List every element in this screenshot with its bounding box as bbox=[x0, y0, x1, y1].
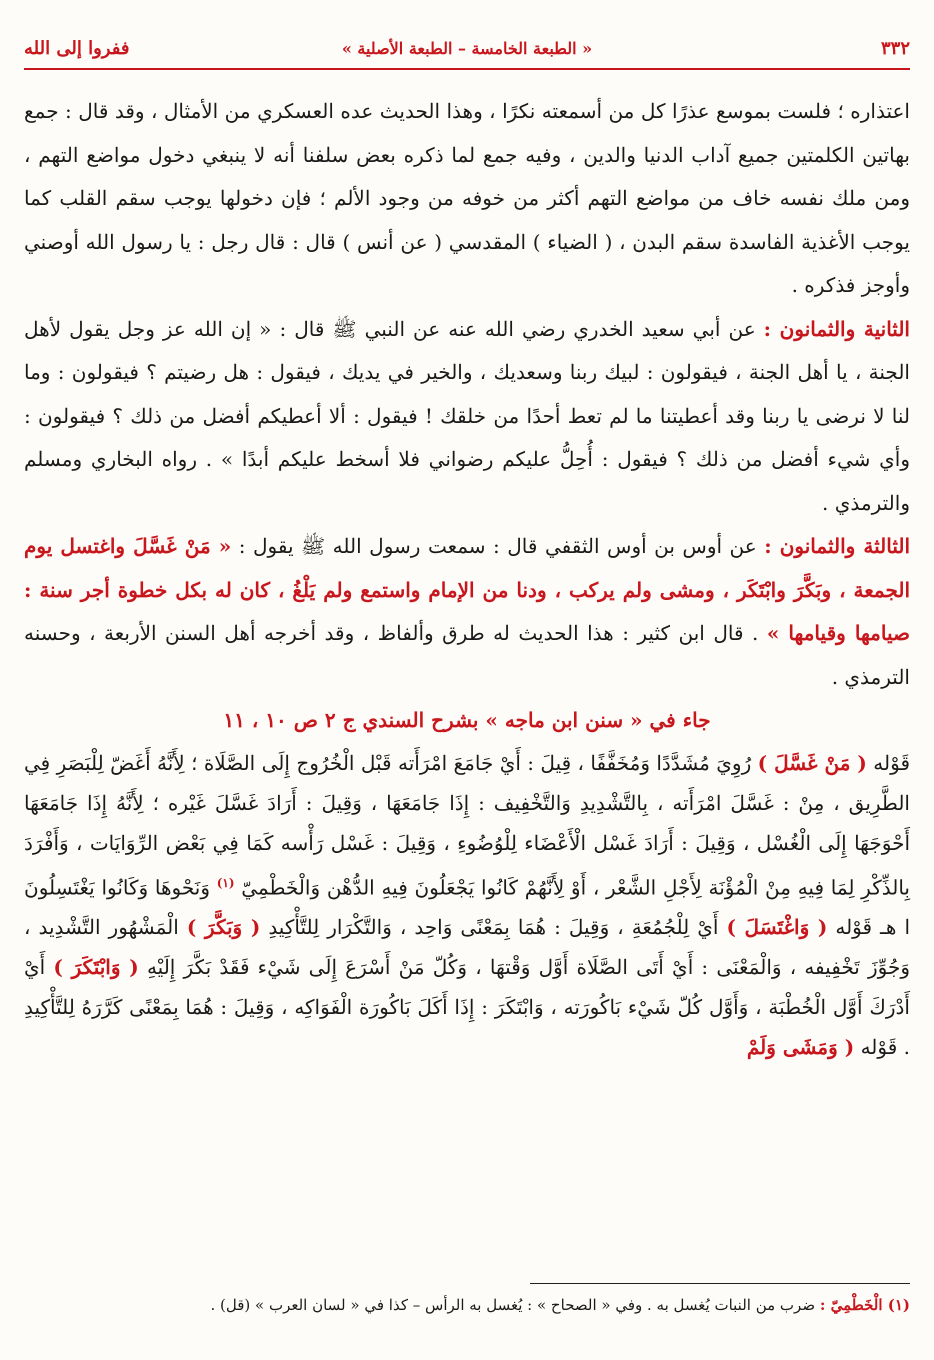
footnote-rule bbox=[530, 1283, 910, 1284]
running-header bbox=[24, 30, 910, 66]
main-text bbox=[24, 90, 910, 1067]
section-83 bbox=[24, 525, 910, 699]
header-rule bbox=[24, 68, 910, 70]
commentary-text: رُوِيَ مُشَدَّدًا وَمُخَفَّفًا ، قِيلَ : أَيْ جَامَعَ امْرَأَته قَبْل الْخُرُوج إِلَى الصَّلَاة ؛ لِأَنَّهُ أَغَضّ لِلْبَصَرِ فِي الطَّرِيق ، مِنْ : غَسَّلَ امْرَأَته ، بِالتَّشْدِيدِ وَالتَّخْفِيف : إِذَا جَامَعَهَا ، وَقِيلَ : أَرَادَ غَسَّلَ غَيْره ؛ لِأَنَّهُ إِذَا جَامَعَهَا أَحْوَجَهَا إِلَى الْغُسْل ، وَقِيلَ : أَرَادَ غَسْل الْأَعْضَاء لِلْوُضُوءِ ، وَقِيلَ : غَسْل رَأْسه كَمَا فِي بَعْض الرِّوَايَات ، وَأَفْرَدَ بِالذِّكْرِ لِمَا فِيهِ مِنْ الْمُؤْنَة لِأَجْلِ الشَّعْر ، أَوْ لِأَنَّهُمْ كَانُوا يَجْعَلُونَ فِيهِ الدُّهْن وَالْخَطْمِيّ bbox=[24, 750, 910, 900]
footnote-text: ضرب من النبات يُغسل به . وفي « الصحاح » : يُغسل به الرأس – كذا في « لسان العرب » (قل) . bbox=[210, 1296, 816, 1314]
section-83-after: . قال ابن كثير : هذا الحديث له طرق وألفاظ ، وقد أخرجه أهل السنن الأربعة ، وحسنه الترمذي . bbox=[24, 621, 910, 689]
commentary-text: قَوْله bbox=[873, 750, 911, 775]
commentary-text: أَيْ لِلْجُمُعَةِ ، وَقِيلَ : هُمَا بِمَعْنًى وَاحِد ، وَالتَّكْرَار لِلتَّأْكِيدِ bbox=[268, 915, 719, 940]
footnote bbox=[24, 1290, 910, 1320]
commentary-keyword: ( وَاغْتَسَلَ ) bbox=[726, 915, 828, 940]
section-82-text: عن أبي سعيد الخدري رضي الله عنه عن النبي ﷺ قال : « إن الله عز وجل يقول لأهل الجنة ، يا أهل الجنة ، فيقولون : لبيك ربنا وسعديك ، والخير في يديك ، فيقول : هل رضيتم ؟ فيقولون : وما لنا لا نرضى يا ربنا وقد أعطيتنا ما لم تعط أحدًا من خلقك ! فيقول : ألا أعطيكم أفضل من ذلك ؟ فيقولون : وأي شيء أفضل من ذلك ؟ فيقول : أُحِلُّ عليكم رضواني فلا أسخط عليكم أبدًا » . رواه البخاري ومسلم والترمذي . bbox=[24, 316, 910, 515]
section-83-hadith: « مَنْ غَسَّلَ واغتسل يوم الجمعة ، وبَكَّرَ وابْتَكَر ، ومشى ولم يركب ، ودنا من الإمام واستمع ولم يَلْغُ ، كان له بكل خطوة أجر سنة : صيامها وقيامها » bbox=[24, 534, 910, 645]
commentary-paragraph bbox=[24, 743, 910, 1068]
section-82 bbox=[24, 308, 910, 526]
commentary-keyword: ( وَمَشَى وَلَمْ bbox=[746, 1035, 855, 1060]
book-title: ففروا إلى الله bbox=[24, 37, 130, 59]
intro-paragraph: اعتذاره ؛ فلست بموسع عذرًا كل من أسمعته نكرًا ، وهذا الحديث عده العسكري من الأمثال ، وقد قال : جمع بهاتين الكلمتين جميع آداب الدنيا والدين ، وفيه جمع لما ذكره بعض سلفنا أنه لا ينبغي دخول مواضع التهم ، ومن ملك نفسه خاف من مواضع التهم أكثر من خوفه من وجود الألم ؛ فإن دخولها يوجب سقم القلب كما يوجب الأغذية الفاسدة سقم البدن ، ( الضياء ) المقدسي ( عن أنس ) قال : قال رجل : يا رسول الله أوصني وأوجز فذكره . bbox=[24, 99, 910, 297]
footnote-label: (١) الْخَطْمِيّ : bbox=[819, 1296, 910, 1314]
commentary-keyword: ( وَبَكَّرَ ) bbox=[186, 915, 261, 940]
commentary-keyword: ( وَابْتَكَرَ ) bbox=[53, 955, 139, 980]
source-heading: جاء في « سنن ابن ماجه » بشرح السندي ج ٢ ص ١٠ ، ١١ bbox=[223, 708, 711, 732]
commentary-text: أَيْ أَدْرَكَ أَوَّل الْخُطْبَة ، وَأَوَّل كُلّ شَيْء بَاكُورَته ، وَابْتَكَرَ : إِذَا أَكَلَ بَاكُورَة الْفَوَاكِه ، وَقِيلَ : هُمَا بِمَعْنًى كَرَّرَهُ لِلتَّأْكِيدِ . قَوْله bbox=[24, 955, 910, 1060]
section-83-intro: عن أوس بن أوس الثقفي قال : سمعت رسول الله ﷺ يقول : bbox=[238, 534, 757, 558]
commentary-text: وَنَحْوهَا وَكَانُوا يَغْتَسِلُونَ ا هـ قَوْله bbox=[24, 875, 911, 940]
footnote-marker[interactable]: (١) bbox=[216, 875, 235, 890]
commentary-keyword: ( مَنْ غَسَّلَ ) bbox=[757, 750, 867, 775]
commentary-text: الْمَشْهُور التَّشْدِيد ، وَجُوِّزَ تَخْفِيفه ، وَالْمَعْنَى : أَيْ أَتَى الصَّلَاة أَوَّل وَقْتهَا ، وَكُلّ مَنْ أَسْرَعَ إِلَى شَيْء فَقَدْ بَكَّرَ إِلَيْهِ bbox=[24, 915, 910, 980]
section-83-heading: الثالثة والثمانون : bbox=[764, 534, 911, 558]
edition-label: « الطبعة الخامسة – الطبعة الأصلية » bbox=[341, 38, 593, 58]
section-82-heading: الثانية والثمانون : bbox=[763, 316, 910, 341]
page-number: ٣٣٢ bbox=[880, 37, 910, 59]
